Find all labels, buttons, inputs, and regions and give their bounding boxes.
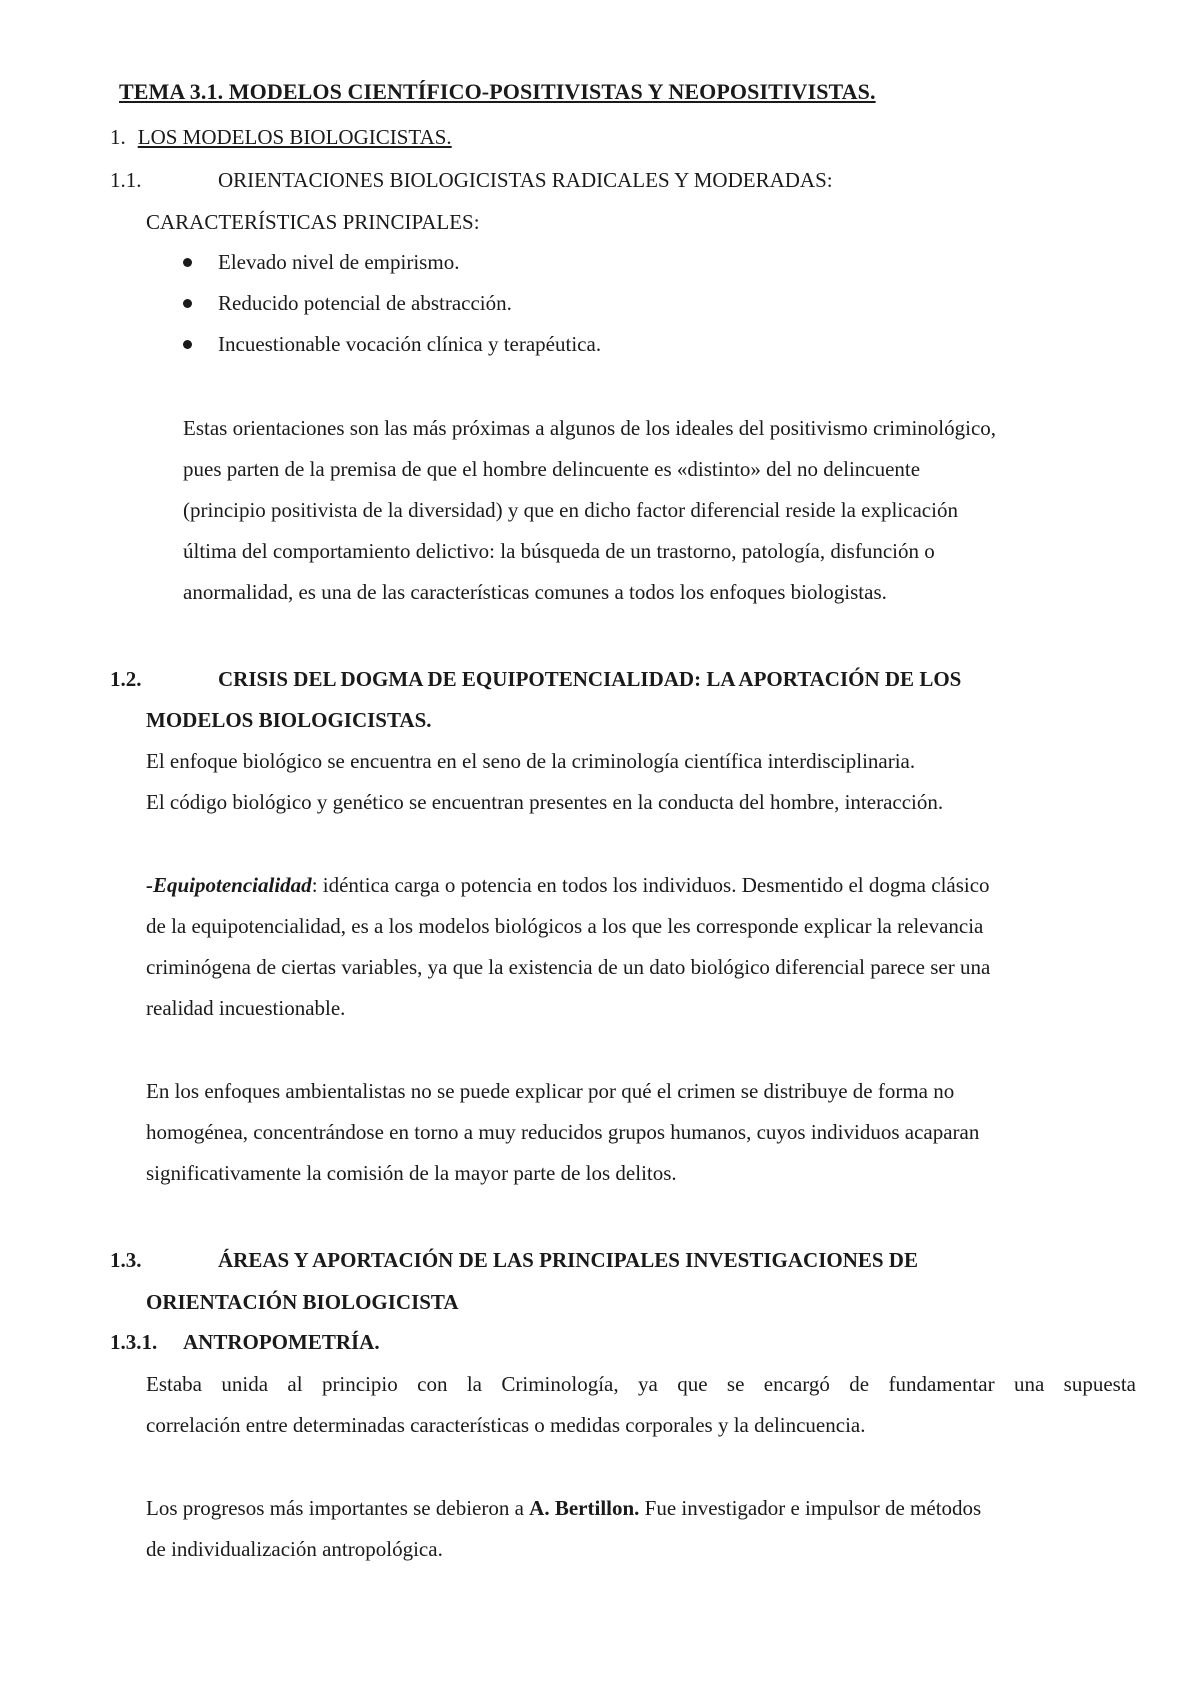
page-title: TEMA 3.1. MODELOS CIENTÍFICO-POSITIVISTAS Y NEOPOSITIVISTAS.: [119, 79, 876, 104]
paragraph-line: significativamente la comisión de la mayor parte de los delitos.: [146, 1161, 677, 1185]
section-1-2-heading: CRISIS DEL DOGMA DE EQUIPOTENCIALIDAD: LA APORTACIÓN DE LOS: [218, 667, 962, 691]
section-1-3-1-heading: ANTROPOMETRÍA.: [183, 1330, 380, 1354]
paragraph-line: [146, 1372, 1136, 1397]
equipotentiality-definition: : idéntica carga o potencia en todos los individuos. Desmentido el dogma clásico: [311, 873, 990, 897]
bullet-icon: [183, 258, 192, 267]
section-1-1-number: 1.1.: [110, 168, 142, 192]
paragraph-line: [146, 1496, 981, 1521]
section-1-heading: [110, 126, 452, 149]
section-1-3-heading-cont: ORIENTACIÓN BIOLOGICISTA: [146, 1290, 459, 1314]
bertillon-description: Fue investigador e impulsor de métodos: [639, 1496, 982, 1520]
paragraph-line: realidad incuestionable.: [146, 996, 346, 1020]
bullet-icon: [183, 299, 192, 308]
paragraph-line-text: Estaba unida al principio con la Criminología, ya que se encargó de fundamentar una supuesta: [146, 1372, 1136, 1396]
section-1-3-heading: ÁREAS Y APORTACIÓN DE LAS PRINCIPALES INVESTIGACIONES DE: [218, 1248, 918, 1272]
bullet-item: Elevado nivel de empirismo.: [218, 250, 460, 274]
paragraph-line: (principio positivista de la diversidad) y que en dicho factor diferencial reside la explicación: [183, 498, 958, 522]
section-1-1-heading: ORIENTACIONES BIOLOGICISTAS RADICALES Y MODERADAS:: [218, 168, 833, 192]
section-1-2-number: 1.2.: [110, 667, 142, 691]
bertillon-name: A. Bertillon.: [529, 1496, 640, 1520]
bullet-item: Incuestionable vocación clínica y terapéutica.: [218, 332, 602, 356]
bullet-icon: [183, 340, 192, 349]
characteristics-subheading: CARACTERÍSTICAS PRINCIPALES:: [146, 210, 480, 234]
paragraph-line: homogénea, concentrándose en torno a muy reducidos grupos humanos, cuyos individuos acaparan: [146, 1120, 980, 1144]
section-1-3-1-number: 1.3.1.: [110, 1330, 158, 1354]
paragraph-line: criminógena de ciertas variables, ya que la existencia de un dato biológico diferencial parece ser una: [146, 955, 991, 979]
paragraph-line: El enfoque biológico se encuentra en el seno de la criminología científica interdisciplinaria.: [146, 749, 916, 773]
paragraph-line: [146, 873, 990, 898]
paragraph-line: de individualización antropológica.: [146, 1537, 443, 1561]
paragraph-line: El código biológico y genético se encuentran presentes en la conducta del hombre, interacción.: [146, 790, 944, 814]
paragraph-line: correlación entre determinadas características o medidas corporales y la delincuencia.: [146, 1413, 866, 1437]
section-1-3-number: 1.3.: [110, 1248, 142, 1272]
paragraph-line: de la equipotencialidad, es a los modelos biológicos a los que les corresponde explicar la relevancia: [146, 914, 984, 938]
section-1-2-heading-cont: MODELOS BIOLOGICISTAS.: [146, 708, 432, 732]
bertillon-intro: Los progresos más importantes se debieron a: [146, 1496, 530, 1520]
paragraph-line: En los enfoques ambientalistas no se puede explicar por qué el crimen se distribuye de forma no: [146, 1079, 955, 1103]
section-number: 1.: [110, 125, 126, 149]
equipotentiality-term: -Equipotencialidad: [146, 873, 312, 897]
paragraph-line: última del comportamiento delictivo: la búsqueda de un trastorno, patología, disfunción o: [183, 539, 935, 563]
paragraph-line: Estas orientaciones son las más próximas a algunos de los ideales del positivismo criminológico,: [183, 416, 997, 440]
paragraph-line: pues parten de la premisa de que el hombre delincuente es «distinto» del no delincuente: [183, 457, 921, 481]
section-label: LOS MODELOS BIOLOGICISTAS.: [137, 125, 452, 149]
paragraph-line: anormalidad, es una de las características comunes a todos los enfoques biologistas.: [183, 580, 887, 604]
bullet-item: Reducido potencial de abstracción.: [218, 291, 512, 315]
